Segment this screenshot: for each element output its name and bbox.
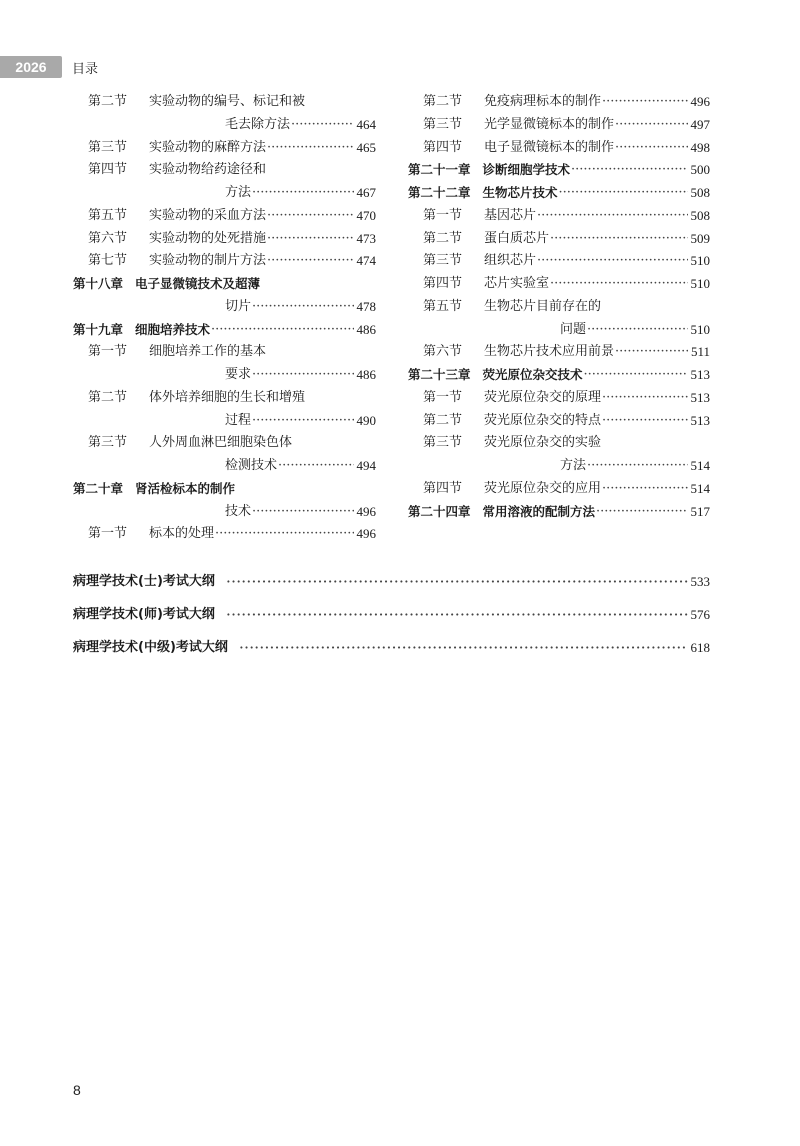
toc-entry-continuation[interactable]: [408, 319, 710, 342]
toc-section-entry[interactable]: [408, 296, 710, 319]
toc-entry-title: 体外培养细胞的生长和增殖: [149, 389, 306, 405]
toc-entry-title: 方法: [560, 458, 587, 473]
dot-leader: [570, 159, 687, 182]
toc-section-entry[interactable]: [408, 432, 710, 455]
toc-entry-page: 496: [356, 503, 376, 519]
toc-entry-title: 细胞培养技术: [135, 321, 211, 337]
page-number: 8: [73, 1082, 81, 1098]
toc-section-entry[interactable]: [73, 228, 376, 251]
toc-entry-title: 人外周血淋巴细胞染色体: [149, 435, 293, 451]
toc-entry-title: 常用溶液的配制方法: [482, 503, 596, 519]
toc-entry-label: 第三节: [88, 139, 128, 155]
dot-leader: [601, 387, 687, 410]
toc-entry-title: 基因芯片: [484, 207, 537, 223]
toc-section-entry[interactable]: [408, 228, 710, 251]
toc-entry-title: 生物芯片目前存在的: [484, 298, 602, 314]
toc-entry-page: 517: [690, 503, 710, 519]
dot-leader: [277, 455, 353, 478]
toc-entry-page: 494: [356, 458, 376, 473]
toc-entry-title: 组织芯片: [484, 253, 537, 269]
toc-entry-label: 第十九章: [73, 321, 124, 337]
toc-entry-continuation[interactable]: [73, 364, 376, 387]
toc-entry-continuation[interactable]: [73, 455, 376, 478]
toc-section-entry[interactable]: [73, 250, 376, 273]
toc-chapter-entry[interactable]: [73, 319, 376, 342]
toc-entry-title: 诊断细胞学技术: [482, 162, 571, 178]
dot-leader: [266, 137, 353, 160]
dot-leader: [214, 523, 353, 546]
toc-entry-title: 肾活检标本的制作: [135, 480, 236, 496]
toc-entry-label: 第一节: [423, 207, 463, 223]
toc-entry-title: 荧光原位杂交的特点: [484, 412, 602, 428]
toc-entry-page: 513: [690, 389, 710, 405]
toc-entry-title: 实验动物的制片方法: [149, 253, 267, 269]
toc-chapter-entry[interactable]: [73, 478, 376, 501]
toc-entry-label: 第四节: [423, 139, 463, 155]
toc-entry-page: 576: [690, 607, 710, 622]
dot-leader: [549, 228, 687, 251]
toc-entry-title: 荧光原位杂交的原理: [484, 389, 602, 405]
toc-entry-title: 毛去除方法: [225, 116, 291, 132]
toc-entry-title: 病理学技术(师)考试大纲: [73, 607, 215, 622]
dot-leader: [225, 570, 688, 593]
dot-leader: [549, 273, 687, 296]
toc-entry-title: 病理学技术(中级)考试大纲: [73, 640, 228, 655]
dot-leader: [251, 182, 353, 205]
toc-entry-label: 第一节: [423, 389, 463, 405]
toc-entry-label: 第二十四章: [408, 503, 471, 519]
dot-leader: [251, 410, 353, 433]
toc-section-entry[interactable]: [408, 250, 710, 273]
toc-entry-title: 实验动物的麻醉方法: [149, 139, 267, 155]
toc-chapter-entry[interactable]: [408, 159, 710, 182]
toc-entry-label: 第六节: [423, 344, 463, 360]
toc-entry-continuation[interactable]: [408, 455, 710, 478]
toc-entry-title: 电子显微镜标本的制作: [484, 139, 615, 155]
toc-entry-label: 第四节: [423, 480, 463, 496]
toc-entry-title: 光学显微镜标本的制作: [484, 116, 615, 132]
toc-entry-page: 486: [356, 321, 376, 337]
toc-entry-continuation[interactable]: [73, 410, 376, 433]
exam-outlines-list: [73, 570, 710, 669]
toc-entry-page: 464: [356, 116, 376, 132]
toc-section-entry[interactable]: [73, 523, 376, 546]
toc-entry-label: 第一节: [88, 344, 128, 360]
toc-entry-title: 电子显微镜技术及超薄: [135, 276, 261, 291]
dot-leader: [614, 341, 688, 364]
toc-chapter-entry[interactable]: [408, 364, 710, 387]
toc-entry-page: 496: [690, 94, 710, 109]
dot-leader: [210, 319, 353, 342]
page-header: [0, 56, 98, 78]
toc-entry-page: 510: [690, 321, 710, 337]
toc-entry-title: 切片: [225, 298, 252, 314]
toc-entry-title: 要求: [225, 367, 252, 382]
toc-entry-page: 500: [690, 162, 710, 178]
toc-entry-label: 第三节: [423, 116, 463, 132]
dot-leader: [586, 319, 687, 342]
toc-entry-page: 465: [356, 139, 376, 155]
toc-entry-page: 473: [356, 230, 376, 246]
toc-section-entry[interactable]: [73, 205, 376, 228]
toc-entry-title: 问题: [560, 321, 587, 337]
toc-entry-page: 509: [690, 230, 710, 246]
dot-leader: [536, 205, 687, 228]
dot-leader: [614, 114, 687, 137]
toc-entry-page: 618: [690, 640, 710, 655]
toc-entry-label: 第五节: [88, 207, 128, 223]
toc-section-entry[interactable]: [408, 205, 710, 228]
toc-entry-title: 方法: [225, 185, 252, 200]
toc-section-entry[interactable]: [408, 478, 710, 501]
toc-entry-title: 荧光原位杂交的应用: [484, 480, 602, 496]
toc-entry-title: 荧光原位杂交技术: [482, 367, 583, 382]
toc-entry-page: 510: [690, 253, 710, 269]
toc-section-entry[interactable]: [73, 159, 376, 182]
toc-section-entry[interactable]: [408, 91, 710, 114]
toc-entry-title: 蛋白质芯片: [484, 230, 550, 246]
toc-entry-label: 第五节: [423, 298, 463, 314]
toc-entry-label: 第二节: [88, 94, 128, 109]
toc-entry-page: 514: [690, 458, 710, 473]
toc-chapter-entry[interactable]: [73, 273, 376, 296]
toc-entry-title: 荧光原位杂交的实验: [484, 435, 602, 451]
toc-section-entry[interactable]: [73, 91, 376, 114]
toc-entry-label: 第七节: [88, 253, 128, 269]
toc-entry-page: 513: [690, 367, 710, 382]
toc-entry-continuation[interactable]: [73, 501, 376, 524]
toc-entry-page: 490: [356, 412, 376, 428]
year-badge: 2026: [0, 56, 62, 78]
toc-entry-label: 第二节: [88, 389, 128, 405]
toc-entry-label: 第三节: [423, 435, 463, 451]
toc-section-entry[interactable]: [408, 341, 710, 364]
dot-leader: [266, 250, 353, 273]
toc-section-entry[interactable]: [408, 273, 710, 296]
dot-leader: [266, 205, 353, 228]
dot-leader: [251, 364, 353, 387]
toc-entry-title: 芯片实验室: [484, 276, 550, 291]
toc-entry-label: 第二十三章: [408, 367, 471, 382]
toc-entry-continuation[interactable]: [73, 182, 376, 205]
toc-chapter-entry[interactable]: [408, 501, 710, 524]
toc-entry-page: 508: [690, 185, 710, 200]
toc-entry-title: 实验动物的处死措施: [149, 230, 267, 246]
toc-entry-page: 478: [356, 298, 376, 314]
toc-entry-label: 第二十章: [73, 480, 124, 496]
toc-entry-title: 检测技术: [225, 458, 278, 473]
toc-section-entry[interactable]: [73, 137, 376, 160]
toc-outline-entry[interactable]: [73, 636, 710, 659]
toc-entry-title: 实验动物给药途径和: [149, 162, 267, 178]
toc-entry-page: 508: [690, 207, 710, 223]
dot-leader: [586, 455, 687, 478]
toc-entry-title: 实验动物的采血方法: [149, 207, 267, 223]
toc-section-entry[interactable]: [73, 387, 376, 410]
toc-chapter-entry[interactable]: [408, 182, 710, 205]
toc-outline-entry[interactable]: [73, 570, 710, 593]
dot-leader: [601, 410, 687, 433]
toc-section-entry[interactable]: [408, 387, 710, 410]
toc-entry-label: 第一节: [88, 526, 128, 542]
dot-leader: [251, 501, 353, 524]
toc-entry-title: 过程: [225, 412, 252, 428]
toc-entry-page: 497: [690, 116, 710, 132]
dot-leader: [601, 478, 687, 501]
toc-entry-page: 533: [690, 574, 710, 589]
toc-entry-page: 474: [356, 253, 376, 269]
toc-entry-label: 第四节: [423, 276, 463, 291]
toc-entry-continuation[interactable]: [73, 296, 376, 319]
toc-entry-label: 第二十二章: [408, 185, 471, 200]
toc-entry-title: 实验动物的编号、标记和被: [149, 94, 306, 109]
toc-entry-label: 第二十一章: [408, 162, 471, 178]
toc-entry-label: 第三节: [423, 253, 463, 269]
toc-entry-label: 第六节: [88, 230, 128, 246]
toc-entry-page: 511: [690, 344, 710, 360]
toc-entry-label: 第二节: [423, 94, 463, 109]
dot-leader: [266, 228, 353, 251]
dot-leader: [595, 501, 687, 524]
toc-entry-label: 第十八章: [73, 276, 124, 291]
dot-leader: [558, 182, 688, 205]
toc-entry-title: 细胞培养工作的基本: [149, 344, 267, 360]
dot-leader: [238, 636, 688, 659]
toc-section-entry[interactable]: [408, 114, 710, 137]
toc-entry-label: 第四节: [88, 162, 128, 178]
dot-leader: [583, 364, 688, 387]
toc-right-column: [408, 91, 710, 523]
toc-entry-page: 467: [356, 185, 376, 200]
toc-outline-entry[interactable]: [73, 603, 710, 626]
toc-entry-page: 496: [356, 526, 376, 542]
toc-entry-page: 513: [690, 412, 710, 428]
toc-entry-title: 标本的处理: [149, 526, 215, 542]
dot-leader: [536, 250, 687, 273]
toc-entry-title: 生物芯片技术应用前景: [484, 344, 615, 360]
toc-entry-page: 486: [356, 367, 376, 382]
header-title: 目录: [72, 61, 99, 77]
toc-section-entry[interactable]: [73, 341, 376, 364]
toc-entry-page: 498: [690, 139, 710, 155]
toc-entry-page: 510: [690, 276, 710, 291]
toc-entry-page: 470: [356, 207, 376, 223]
toc-section-entry[interactable]: [73, 432, 376, 455]
toc-entry-continuation[interactable]: [73, 114, 376, 137]
toc-entry-title: 生物芯片技术: [482, 185, 558, 200]
toc-entry-label: 第三节: [88, 435, 128, 451]
toc-entry-label: 第二节: [423, 230, 463, 246]
dot-leader: [614, 137, 687, 160]
toc-entry-page: 514: [690, 480, 710, 496]
toc-left-column: [73, 91, 376, 546]
toc-entry-title: 免疫病理标本的制作: [484, 94, 602, 109]
toc-entry-title: 病理学技术(士)考试大纲: [73, 574, 215, 589]
dot-leader: [601, 91, 687, 114]
toc-entry-label: 第二节: [423, 412, 463, 428]
dot-leader: [290, 114, 353, 137]
toc-entry-title: 技术: [225, 503, 252, 519]
toc-section-entry[interactable]: [408, 137, 710, 160]
dot-leader: [251, 296, 353, 319]
toc-section-entry[interactable]: [408, 410, 710, 433]
dot-leader: [225, 603, 688, 626]
